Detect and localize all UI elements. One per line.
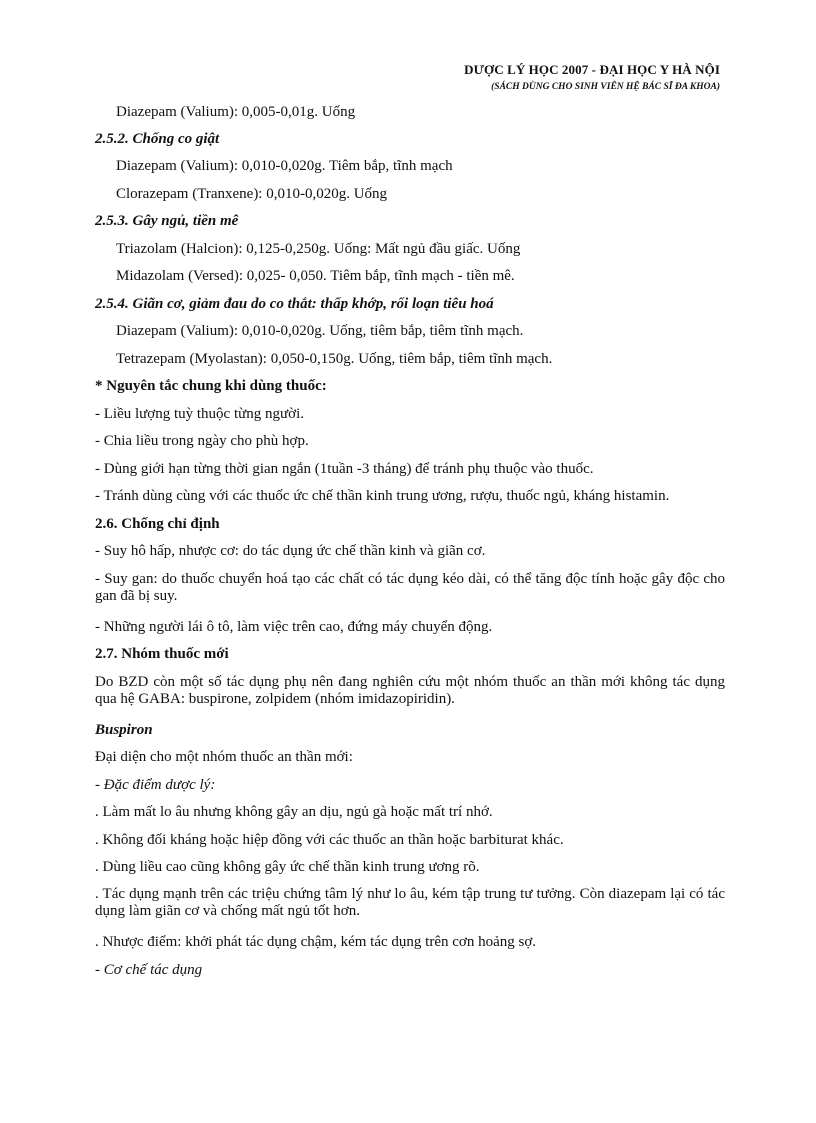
list-item: - Dùng giới hạn từng thời gian ngắn (1tuần -3 tháng) để tránh phụ thuộc vào thuốc.	[95, 461, 594, 477]
text-line: Midazolam (Versed): 0,025- 0,050. Tiêm bắp, tĩnh mạch - tiền mê.	[116, 268, 515, 284]
running-header-subtitle: (SÁCH DÙNG CHO SINH VIÊN HỆ BÁC SĨ ĐA KHOA)	[491, 82, 720, 92]
list-item: . Dùng liều cao cũng không gây ức chế thần kinh trung ương rõ.	[95, 859, 480, 875]
list-item: - Chia liều trong ngày cho phù hợp.	[95, 433, 309, 449]
text-line: Đại diện cho một nhóm thuốc an thần mới:	[95, 749, 353, 765]
subheading-buspiron: Buspiron	[95, 722, 153, 738]
list-item: . Làm mất lo âu nhưng không gây an dịu, ngủ gà hoặc mất trí nhớ.	[95, 804, 493, 820]
text-line: Diazepam (Valium): 0,010-0,020g. Tiêm bắp, tĩnh mạch	[116, 158, 453, 174]
running-header-title: DƯỢC LÝ HỌC 2007 - ĐẠI HỌC Y HÀ NỘI	[464, 62, 720, 77]
section-heading-2-5-3: 2.5.3. Gây ngủ, tiền mê	[95, 213, 239, 229]
section-heading-2-6: 2.6. Chống chỉ định	[95, 516, 220, 532]
list-item: - Tránh dùng cùng với các thuốc ức chế thần kinh trung ương, rượu, thuốc ngủ, kháng histamin.	[95, 488, 670, 504]
subheading-mechanism: - Cơ chế tác dụng	[95, 962, 203, 978]
list-item: - Liều lượng tuỳ thuộc từng người.	[95, 406, 304, 422]
list-item: - Suy hô hấp, nhược cơ: do tác dụng ức chế thần kinh và giãn cơ.	[95, 543, 486, 559]
list-item: - Những người lái ô tô, làm việc trên cao, đứng máy chuyển động.	[95, 619, 493, 635]
section-heading-2-5-2: 2.5.2. Chống co giật	[95, 131, 220, 147]
text-line: Triazolam (Halcion): 0,125-0,250g. Uống: Mất ngủ đầu giấc. Uống	[116, 241, 521, 257]
list-item: . Tác dụng mạnh trên các triệu chứng tâm lý như lo âu, kém tập trung tư tưởng. Còn diazepam lại có tác dụng làm giãn cơ và chống mất ngủ tốt hơn.	[95, 886, 725, 919]
text-line: Diazepam (Valium): 0,005-0,01g. Uống	[116, 104, 356, 120]
heading-general-principles: * Nguyên tắc chung khi dùng thuốc:	[95, 378, 327, 394]
section-heading-2-7: 2.7. Nhóm thuốc mới	[95, 646, 229, 662]
list-item: . Không đối kháng hoặc hiệp đồng với các thuốc an thần hoặc barbiturat khác.	[95, 832, 564, 848]
list-item: . Nhược điểm: khởi phát tác dụng chậm, kém tác dụng trên cơn hoảng sợ.	[95, 934, 536, 950]
subheading-pharmacology: - Đặc điểm dược lý:	[95, 777, 216, 793]
paragraph: Do BZD còn một số tác dụng phụ nên đang nghiên cứu một nhóm thuốc an thần mới không tác dụng qua hệ GABA: buspirone, zolpidem (nhóm imidazopiridin).	[95, 674, 725, 707]
section-heading-2-5-4: 2.5.4. Giãn cơ, giảm đau do co thắt: thấp khớp, rối loạn tiêu hoá	[95, 296, 494, 312]
text-line: Diazepam (Valium): 0,010-0,020g. Uống, tiêm bắp, tiêm tĩnh mạch.	[116, 323, 524, 339]
text-line: Tetrazepam (Myolastan): 0,050-0,150g. Uống, tiêm bắp, tiêm tĩnh mạch.	[116, 351, 553, 367]
text-line: Clorazepam (Tranxene): 0,010-0,020g. Uống	[116, 186, 388, 202]
list-item: - Suy gan: do thuốc chuyển hoá tạo các chất có tác dụng kéo dài, có thể tăng độc tính hoặc gây độc cho gan đã bị suy.	[95, 571, 725, 604]
